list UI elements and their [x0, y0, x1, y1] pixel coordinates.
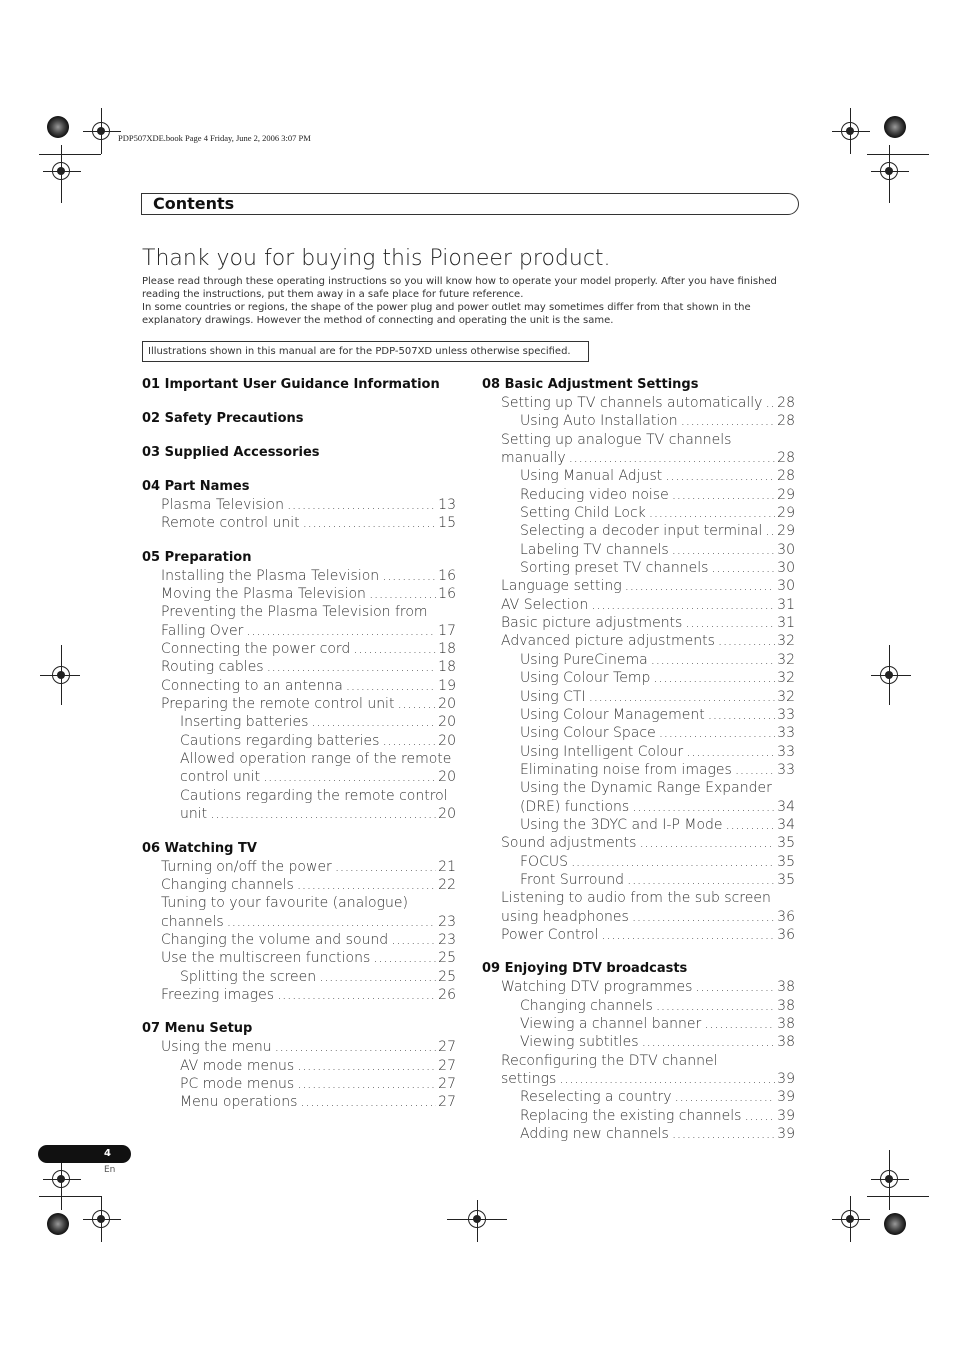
- crop-mark: [871, 1179, 909, 1180]
- toc-entry-page: 33: [777, 725, 795, 742]
- toc-entry-label: AV mode menus: [180, 1057, 295, 1074]
- toc-entry[interactable]: [482, 978, 795, 996]
- toc-entry-page: 39: [777, 1089, 795, 1106]
- toc-entry-page: 38: [777, 1016, 795, 1032]
- toc-section-heading[interactable]: 02 Safety Precautions: [142, 411, 304, 426]
- toc-entry[interactable]: [482, 412, 795, 430]
- toc-entry-label: Using the 3DYC and I-P Mode: [520, 816, 723, 833]
- toc-entry[interactable]: [142, 876, 456, 894]
- toc-entry-label: Allowed operation range of the remote: [180, 751, 452, 768]
- crop-mark: [871, 675, 911, 676]
- toc-entry-page: 25: [438, 950, 456, 967]
- toc-entry-page: 21: [438, 858, 456, 875]
- toc-entry-page: 36: [777, 926, 795, 943]
- toc-entry-label: Basic picture adjustments: [501, 615, 683, 632]
- page-title: Thank you for buying this Pioneer product.: [142, 246, 611, 271]
- toc-entry[interactable]: [142, 913, 456, 931]
- toc-entry[interactable]: [482, 997, 795, 1015]
- toc-entry[interactable]: [482, 724, 795, 742]
- toc-entry[interactable]: [142, 585, 456, 603]
- toc-entry-page: 39: [777, 1107, 795, 1124]
- toc-entry-label: Routing cables: [161, 659, 264, 676]
- toc-entry[interactable]: [142, 1038, 456, 1056]
- toc-entry-label: Using Intelligent Colour: [520, 743, 684, 760]
- toc-entry[interactable]: [482, 394, 795, 412]
- toc-entry[interactable]: [142, 750, 456, 768]
- crop-mark: [83, 1219, 121, 1220]
- toc-entry-page: 38: [777, 997, 795, 1014]
- toc-entry[interactable]: [482, 669, 795, 687]
- toc-entry[interactable]: [142, 805, 456, 823]
- toc-entry[interactable]: [482, 449, 795, 467]
- section-tab-bar: [141, 193, 799, 215]
- toc-entry-label: channels: [161, 913, 224, 930]
- crop-mark: [889, 1150, 890, 1210]
- toc-entry-label: (DRE) functions: [520, 798, 630, 815]
- toc-entry-label: Reconfiguring the DTV channel: [501, 1052, 718, 1069]
- toc-entry[interactable]: [482, 834, 795, 852]
- toc-entry-label: Falling Over: [161, 622, 244, 639]
- toc-entry-page: 15: [438, 515, 456, 532]
- toc-entry-label: Installing the Plasma Television: [161, 567, 380, 584]
- illustration-note-box: Illustrations shown in this manual are for the PDP-507XD unless otherwise specified.: [142, 341, 589, 362]
- toc-section-heading[interactable]: 05 Preparation: [142, 549, 252, 565]
- toc-entry-page: 32: [777, 688, 795, 705]
- toc-entry-label: Using Colour Temp: [520, 670, 651, 687]
- toc-entry-page: 27: [438, 1075, 456, 1092]
- toc-section-heading[interactable]: 03 Supplied Accessories: [142, 445, 320, 460]
- toc-entry-label: Using PureCinema: [520, 651, 648, 668]
- toc-entry-page: 35: [777, 871, 795, 888]
- toc-entry-page: 31: [777, 596, 795, 613]
- toc-entry-page: 25: [438, 968, 456, 985]
- toc-entry[interactable]: [482, 431, 795, 449]
- toc-left-column: [142, 376, 456, 1112]
- toc-entry-label: Setting up TV channels automatically: [501, 395, 763, 411]
- toc-entry-page: 33: [777, 761, 795, 778]
- toc-entry[interactable]: [142, 514, 456, 532]
- toc-entry[interactable]: [482, 1088, 795, 1106]
- toc-entry[interactable]: [482, 541, 795, 559]
- toc-entry-label: Using CTI: [520, 688, 586, 705]
- toc-entry-page: 35: [777, 853, 795, 870]
- toc-entry-page: 18: [438, 659, 456, 676]
- toc-entry-page: 38: [777, 1034, 795, 1051]
- toc-entry-label: Replacing the existing channels: [520, 1107, 742, 1124]
- toc-entry[interactable]: [482, 1070, 795, 1088]
- toc-section-heading[interactable]: 08 Basic Adjustment Settings: [482, 377, 699, 392]
- toc-entry[interactable]: [482, 577, 795, 595]
- toc-entry-label: Sorting preset TV channels: [520, 560, 709, 577]
- toc-entry[interactable]: [482, 779, 795, 797]
- toc-entry-page: 33: [777, 706, 795, 723]
- toc-entry[interactable]: [482, 651, 795, 669]
- toc-section-heading[interactable]: 01 Important User Guidance Information: [142, 377, 440, 392]
- toc-entry[interactable]: [482, 614, 795, 632]
- registration-disc-icon: [47, 116, 69, 138]
- toc-entry[interactable]: [142, 713, 456, 731]
- toc-entry[interactable]: [142, 858, 456, 876]
- toc-entry-label: Setting up analogue TV channels: [501, 431, 732, 448]
- toc-entry[interactable]: [482, 688, 795, 706]
- toc-entry-label: Listening to audio from the sub screen: [501, 890, 771, 907]
- toc-entry[interactable]: [142, 986, 456, 1004]
- toc-entry-label: Cautions regarding batteries: [180, 732, 380, 749]
- toc-entry-label: using headphones: [501, 908, 629, 925]
- toc-entry-page: 13: [438, 497, 456, 513]
- toc-entry-label: Use the multiscreen functions: [161, 950, 371, 967]
- toc-entry-label: AV Selection: [501, 596, 589, 613]
- toc-entry-label: Plasma Television: [161, 497, 284, 513]
- toc-entry-label: Sound adjustments: [501, 835, 637, 852]
- crop-mark: [39, 154, 101, 155]
- toc-entry-page: 31: [777, 615, 795, 632]
- toc-entry-page: 29: [777, 486, 795, 503]
- toc-entry-label: Freezing images: [161, 986, 275, 1003]
- crop-mark: [447, 1219, 507, 1220]
- toc-entry[interactable]: [142, 787, 456, 805]
- toc-entry-label: Remote control unit: [161, 515, 300, 532]
- toc-entry[interactable]: [142, 658, 456, 676]
- toc-entry-label: Front Surround: [520, 871, 625, 888]
- crop-mark: [39, 1196, 101, 1197]
- toc-entry[interactable]: [482, 559, 795, 577]
- toc-entry-page: 28: [777, 468, 795, 485]
- crop-mark: [83, 131, 121, 132]
- toc-entry-label: Splitting the screen: [180, 968, 317, 985]
- intro-paragraph-1: Please read through these operating instructions so you will know how to operate your model properly. After you have finished reading the instructions, put them away in a safe place for future reference.: [142, 276, 777, 300]
- toc-entry-label: Language setting: [501, 578, 622, 595]
- crop-mark: [867, 1196, 929, 1197]
- toc-entry[interactable]: [142, 732, 456, 750]
- toc-entry[interactable]: [482, 1125, 795, 1143]
- toc-entry-page: 39: [777, 1071, 795, 1088]
- toc-entry-label: Using Auto Installation: [520, 413, 678, 430]
- toc-entry[interactable]: [482, 522, 795, 540]
- toc-entry-page: 19: [438, 677, 456, 694]
- toc-entry-page: 20: [438, 732, 456, 749]
- toc-entry-label: Reselecting a country: [520, 1089, 672, 1106]
- toc-entry-label: Using Colour Management: [520, 706, 705, 723]
- toc-entry-label: Inserting batteries: [180, 714, 309, 731]
- toc-entry[interactable]: [142, 640, 456, 658]
- toc-entry[interactable]: [482, 596, 795, 614]
- toc-entry[interactable]: [482, 889, 795, 907]
- toc-entry[interactable]: [142, 949, 456, 967]
- toc-entry[interactable]: [142, 1093, 456, 1111]
- toc-entry-page: 34: [777, 798, 795, 815]
- toc-entry[interactable]: [482, 1033, 795, 1051]
- toc-entry-page: 28: [777, 413, 795, 430]
- toc-entry-page: 28: [777, 395, 795, 411]
- toc-entry[interactable]: [142, 622, 456, 640]
- toc-entry-page: 22: [438, 876, 456, 893]
- crop-mark: [40, 675, 80, 676]
- toc-entry-page: 20: [438, 714, 456, 731]
- toc-entry[interactable]: [142, 931, 456, 949]
- toc-entry[interactable]: [142, 695, 456, 713]
- toc-right-column: [482, 376, 795, 1143]
- toc-entry-label: Connecting the power cord: [161, 641, 351, 658]
- toc-entry-label: Moving the Plasma Television: [161, 586, 366, 603]
- toc-entry-label: Viewing a channel banner: [520, 1016, 702, 1032]
- toc-entry-page: 33: [777, 743, 795, 760]
- toc-entry-label: Viewing subtitles: [520, 1034, 639, 1051]
- toc-entry-label: Watching DTV programmes: [501, 979, 693, 996]
- toc-entry[interactable]: [142, 968, 456, 986]
- toc-entry-label: Using the Dynamic Range Expander: [520, 780, 772, 797]
- toc-section-heading[interactable]: 09 Enjoying DTV broadcasts: [482, 961, 688, 977]
- toc-entry-page: 23: [438, 913, 456, 930]
- toc-entry-label: Reducing video noise: [520, 486, 669, 503]
- toc-entry-page: 27: [438, 1094, 456, 1111]
- toc-entry-page: 32: [777, 651, 795, 668]
- toc-entry-page: 16: [438, 567, 456, 584]
- toc-entry[interactable]: [482, 761, 795, 779]
- toc-entry[interactable]: [142, 496, 456, 514]
- toc-entry[interactable]: [482, 504, 795, 522]
- toc-entry-page: 35: [777, 835, 795, 852]
- toc-entry[interactable]: [142, 768, 456, 786]
- page-number-tab: [38, 1145, 131, 1163]
- toc-entry[interactable]: [482, 467, 795, 485]
- toc-entry[interactable]: [482, 798, 795, 816]
- toc-entry-label: Changing the volume and sound: [161, 931, 389, 948]
- toc-entry-label: Changing channels: [161, 876, 294, 893]
- registration-disc-icon: [884, 1213, 906, 1235]
- toc-entry-label: Using Colour Space: [520, 725, 656, 742]
- toc-entry-label: PC mode menus: [180, 1075, 295, 1092]
- toc-entry-page: 30: [777, 541, 795, 558]
- page-number: 4: [104, 1148, 111, 1159]
- toc-entry-label: settings: [501, 1071, 557, 1088]
- toc-entry-label: Selecting a decoder input terminal: [520, 523, 763, 540]
- toc-entry-page: 23: [438, 931, 456, 948]
- toc-entry[interactable]: [142, 1075, 456, 1093]
- crop-mark: [871, 171, 909, 172]
- toc-entry-page: 20: [438, 806, 456, 823]
- toc-entry-page: 30: [777, 560, 795, 577]
- toc-entry-label: Using Manual Adjust: [520, 468, 663, 485]
- crop-mark: [889, 145, 890, 203]
- registration-disc-icon: [47, 1213, 69, 1235]
- section-tab-title: Contents: [153, 194, 235, 213]
- toc-entry-page: 26: [438, 986, 456, 1003]
- registration-disc-icon: [884, 116, 906, 138]
- toc-section-heading[interactable]: 07 Menu Setup: [142, 1021, 253, 1037]
- toc-entry-page: 28: [777, 450, 795, 467]
- crop-mark: [832, 131, 870, 132]
- toc-entry[interactable]: [482, 816, 795, 834]
- toc-entry-page: 30: [777, 578, 795, 595]
- toc-entry[interactable]: [482, 1052, 795, 1070]
- toc-entry[interactable]: [482, 871, 795, 889]
- toc-entry[interactable]: [142, 567, 456, 585]
- toc-entry[interactable]: [482, 632, 795, 650]
- file-info-header: PDP507XDE.book Page 4 Friday, June 2, 2006 3:07 PM: [118, 133, 311, 143]
- toc-entry-page: 38: [777, 979, 795, 996]
- toc-entry-label: Preparing the remote control unit: [161, 696, 395, 713]
- toc-entry-label: Advanced picture adjustments: [501, 633, 715, 650]
- toc-entry-page: 27: [438, 1057, 456, 1074]
- crop-mark: [61, 145, 62, 203]
- toc-section-heading[interactable]: 06 Watching TV: [142, 840, 257, 856]
- toc-entry-label: Menu operations: [180, 1094, 298, 1111]
- page-language: En: [104, 1165, 116, 1175]
- toc-entry-page: 29: [777, 505, 795, 522]
- toc-entry[interactable]: [482, 853, 795, 871]
- crop-mark: [867, 154, 929, 155]
- toc-entry[interactable]: [142, 894, 456, 912]
- toc-entry-page: 20: [438, 696, 456, 713]
- toc-entry-label: Setting Child Lock: [520, 505, 646, 522]
- toc-entry[interactable]: [142, 603, 456, 621]
- toc-entry-label: Eliminating noise from images: [520, 761, 732, 778]
- toc-entry-page: 20: [438, 769, 456, 786]
- toc-entry-label: Power Control: [501, 926, 599, 943]
- toc-entry-label: control unit: [180, 769, 261, 786]
- toc-entry-page: 36: [777, 908, 795, 925]
- toc-entry-page: 29: [777, 523, 795, 540]
- toc-entry[interactable]: [482, 706, 795, 724]
- intro-text: [142, 275, 802, 327]
- toc-entry[interactable]: [482, 1107, 795, 1125]
- toc-entry[interactable]: [142, 677, 456, 695]
- toc-entry-page: 16: [438, 586, 456, 603]
- toc-entry-label: Tuning to your favourite (analogue): [161, 895, 408, 912]
- toc-entry[interactable]: [482, 486, 795, 504]
- toc-entry[interactable]: [482, 1015, 795, 1033]
- toc-entry-label: Preventing the Plasma Television from: [161, 604, 428, 621]
- toc-entry-label: Adding new channels: [520, 1126, 669, 1143]
- crop-mark: [43, 171, 81, 172]
- toc-entry-page: 32: [777, 633, 795, 650]
- toc-entry-page: 27: [438, 1039, 456, 1056]
- toc-entry-label: Cautions regarding the remote control: [180, 787, 448, 804]
- intro-paragraph-2: In some countries or regions, the shape of the power plug and power outlet may sometimes differ from that shown in the explanatory drawings. However the method of connecting and operating the unit is the same.: [142, 302, 751, 326]
- toc-entry-page: 34: [777, 816, 795, 833]
- toc-entry-label: Using the menu: [161, 1039, 272, 1056]
- toc-entry-page: 39: [777, 1126, 795, 1143]
- toc-entry[interactable]: [482, 926, 795, 944]
- toc-entry[interactable]: [482, 743, 795, 761]
- toc-entry-label: Changing channels: [520, 997, 653, 1014]
- toc-entry-page: 32: [777, 670, 795, 687]
- crop-mark: [43, 1179, 81, 1180]
- crop-mark: [832, 1219, 870, 1220]
- crop-mark: [477, 1200, 478, 1242]
- toc-entry[interactable]: [482, 908, 795, 926]
- toc-entry-label: Turning on/off the power: [161, 858, 332, 875]
- toc-entry[interactable]: [142, 1057, 456, 1075]
- toc-section-heading[interactable]: 04 Part Names: [142, 479, 250, 494]
- toc-entry-label: FOCUS: [520, 853, 568, 870]
- toc-entry-page: 17: [438, 622, 456, 639]
- toc-entry-label: unit: [180, 806, 208, 823]
- toc-entry-label: manually: [501, 450, 566, 467]
- toc-entry-label: Connecting to an antenna: [161, 677, 343, 694]
- toc-entry-page: 18: [438, 641, 456, 658]
- toc-entry-label: Labeling TV channels: [520, 541, 669, 558]
